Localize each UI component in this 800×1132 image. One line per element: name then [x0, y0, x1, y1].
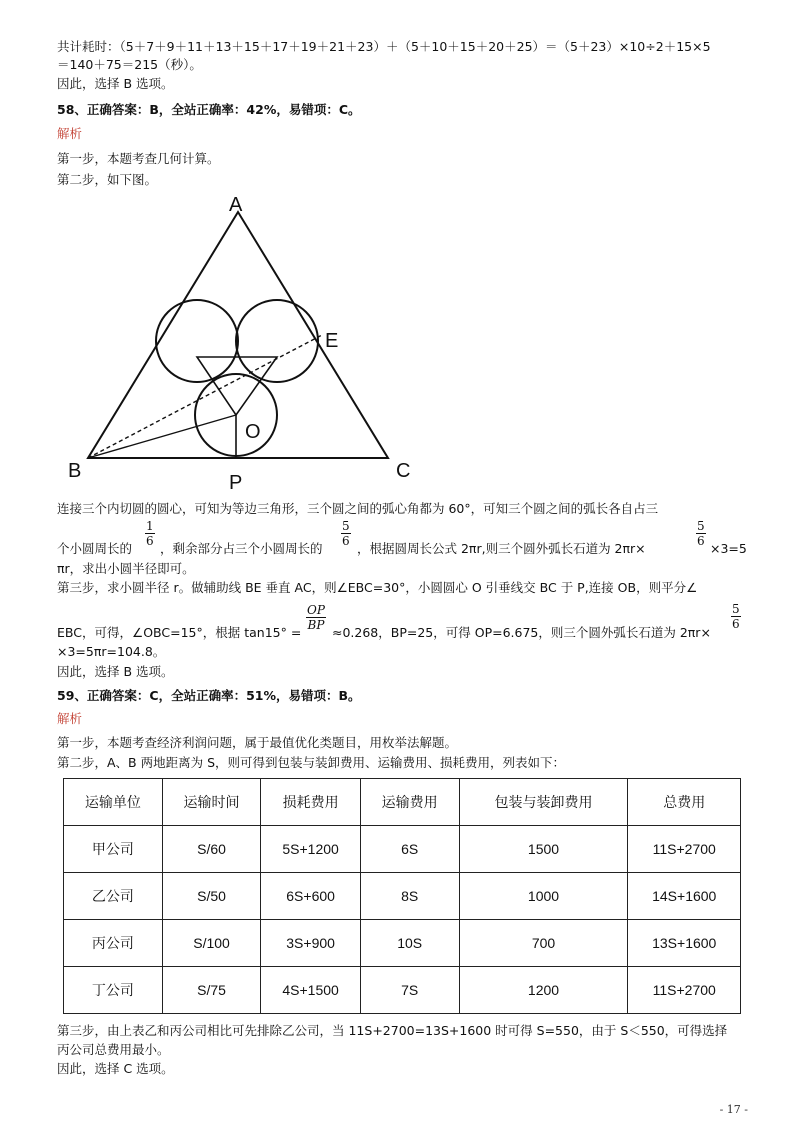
- numerator: 5: [697, 519, 705, 533]
- q58-analysis-label: 解析: [57, 126, 83, 141]
- table-cell: 7S: [360, 967, 459, 1014]
- table-header: 运输单位: [64, 779, 163, 826]
- page-number: - 17 -: [719, 1103, 748, 1116]
- table-cell: S/50: [162, 873, 261, 920]
- table-header: 运输时间: [162, 779, 261, 826]
- q59-analysis-label: 解析: [57, 711, 83, 726]
- table-cell: 1000: [459, 873, 628, 920]
- table-cell: 10S: [360, 920, 459, 967]
- table-cell: S/60: [162, 826, 261, 873]
- para-1-line-1: 连接三个内切圆的圆心，可知为等边三角形，三个圆之间的弧心角都为 60°，可知三个圆之间的弧长各自占三: [57, 501, 659, 516]
- label-c: C: [396, 460, 411, 482]
- table-cell: 丙公司: [64, 920, 163, 967]
- fraction-five-sixths-c: [731, 602, 741, 631]
- para-2-line-2a: EBC，可得，∠OBC=15°，根据 tan15° =: [57, 625, 302, 640]
- label-b: B: [68, 460, 82, 482]
- denominator: 6: [342, 534, 350, 548]
- denominator: 6: [697, 534, 705, 548]
- numerator: OP: [307, 603, 325, 617]
- table-row: [64, 826, 741, 873]
- table-cell: 1200: [459, 967, 628, 1014]
- label-a: A: [229, 194, 243, 216]
- table-header: 运输费用: [360, 779, 459, 826]
- table-header: 损耗费用: [261, 779, 360, 826]
- table-cell: 5S+1200: [261, 826, 360, 873]
- para-1-line-3: πr，求出小圆半径即可。: [57, 561, 195, 576]
- table-header-row: [64, 779, 741, 826]
- table-cell: 6S: [360, 826, 459, 873]
- incircle-left: [156, 300, 238, 382]
- q59-step-3-line-1: 第三步，由上表乙和丙公司相比可先排除乙公司，当 11S+2700=13S+1600 时可得 S=550，由于 S＜550，可得选择: [57, 1023, 728, 1038]
- label-o: O: [245, 421, 261, 443]
- para-2-line-2b: ≈0.268，BP=25，可得 OP=6.675，则三个圆外弧长石道为 2πr×: [332, 625, 711, 640]
- para-1-line-2a: 个小圆周长的: [57, 541, 133, 556]
- calc-line-2: ＝140＋75＝215（秒）。: [57, 57, 202, 72]
- cost-table: [63, 778, 741, 1014]
- table-cell: 14S+1600: [628, 873, 741, 920]
- table-cell: 4S+1500: [261, 967, 360, 1014]
- q59-step-2: 第二步，A、B 两地距离为 S，则可得到包装与装卸费用、运输费用、损耗费用，列表如下：: [57, 755, 566, 770]
- incircle-right: [236, 300, 318, 382]
- denominator: BP: [307, 618, 325, 632]
- numerator: 5: [732, 602, 740, 616]
- fraction-five-sixths: [341, 519, 351, 548]
- table-row: [64, 873, 741, 920]
- para-1-line-2c: ，根据圆周长公式 2πr,则三个圆外弧长石道为 2πr×: [357, 541, 646, 556]
- fraction-five-sixths-b: [696, 519, 706, 548]
- para-1-line-2b: ，剩余部分占三个小圆周长的: [160, 541, 323, 556]
- table-cell: S/100: [162, 920, 261, 967]
- table-row: [64, 967, 741, 1014]
- table-cell: 11S+2700: [628, 826, 741, 873]
- q59-step-1: 第一步，本题考查经济利润问题，属于最值优化类题目，用枚举法解题。: [57, 735, 458, 750]
- table-cell: 8S: [360, 873, 459, 920]
- fraction-op-bp: [306, 603, 326, 632]
- table-cell: 13S+1600: [628, 920, 741, 967]
- conclusion-57: 因此，选择 B 选项。: [57, 76, 174, 91]
- q59-answer-heading: 59、正确答案：C，全站正确率：51%，易错项：B。: [57, 688, 361, 703]
- table-cell: S/75: [162, 967, 261, 1014]
- q58-step-1: 第一步，本题考查几何计算。: [57, 151, 220, 166]
- geometry-diagram: [0, 0, 800, 500]
- table-header: 包装与装卸费用: [459, 779, 628, 826]
- numerator: 1: [146, 519, 154, 533]
- numerator: 5: [342, 519, 350, 533]
- table-row: [64, 920, 741, 967]
- table-cell: 丁公司: [64, 967, 163, 1014]
- line-be-dashed: [88, 335, 322, 458]
- label-e: E: [325, 330, 339, 352]
- para-1-line-2d: ×3=5: [710, 541, 747, 556]
- para-2-line-3: ×3=5πr=104.8。: [57, 644, 166, 659]
- fraction-one-sixth: [145, 519, 155, 548]
- table-cell: 3S+900: [261, 920, 360, 967]
- para-2-line-1: 第三步，求小圆半径 r。做辅助线 BE 垂直 AC，则∠EBC=30°，小圆圆心 O 引垂线交 BC 于 P,连接 OB，则平分∠: [57, 580, 698, 595]
- label-p: P: [229, 472, 243, 494]
- table-header: 总费用: [628, 779, 741, 826]
- conclusion-58: 因此，选择 B 选项。: [57, 664, 174, 679]
- table-cell: 甲公司: [64, 826, 163, 873]
- q58-step-2: 第二步，如下图。: [57, 172, 158, 187]
- table-cell: 乙公司: [64, 873, 163, 920]
- calc-line-1: 共计耗时：（5＋7＋9＋11＋13＋15＋17＋19＋21＋23）＋（5＋10＋15＋20＋25）＝（5＋23）×10÷2＋15×5: [57, 39, 711, 54]
- denominator: 6: [146, 534, 154, 548]
- q59-step-3-line-2: 丙公司总费用最小。: [57, 1042, 170, 1057]
- conclusion-59: 因此，选择 C 选项。: [57, 1061, 174, 1076]
- table-cell: 700: [459, 920, 628, 967]
- table-cell: 1500: [459, 826, 628, 873]
- table-cell: 11S+2700: [628, 967, 741, 1014]
- denominator: 6: [732, 617, 740, 631]
- table-cell: 6S+600: [261, 873, 360, 920]
- q58-answer-heading: 58、正确答案：B，全站正确率：42%，易错项：C。: [57, 102, 361, 117]
